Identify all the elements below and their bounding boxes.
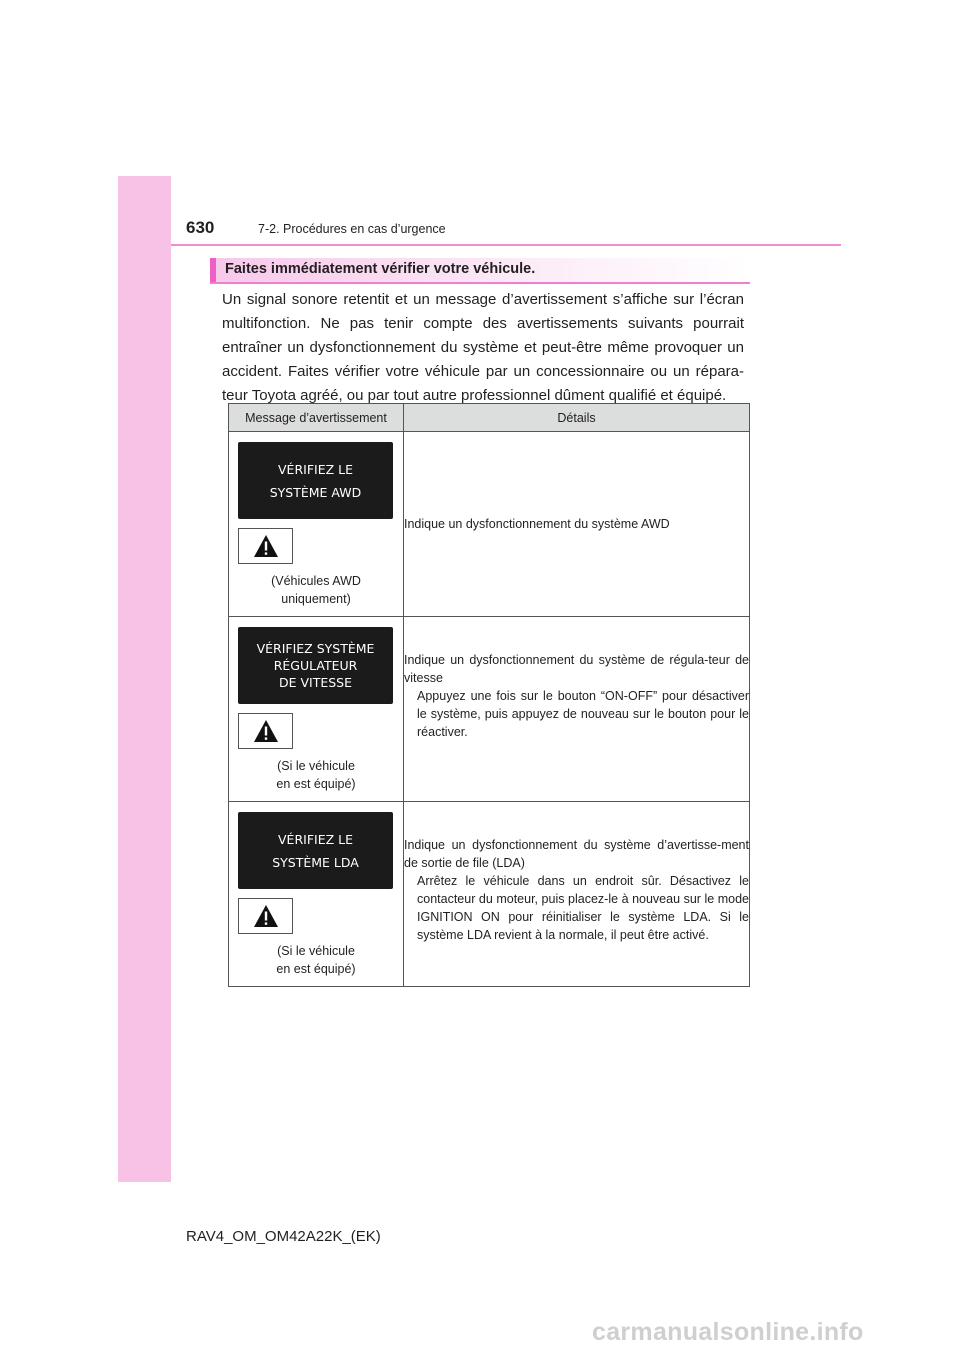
page-number: 630 bbox=[186, 218, 215, 237]
screen-line: VÉRIFIEZ LE bbox=[278, 461, 353, 477]
banner-accent-bar bbox=[210, 258, 216, 282]
message-cell bbox=[229, 802, 404, 987]
header-details: Détails bbox=[404, 404, 750, 432]
screen-line: DE VITESSE bbox=[278, 675, 353, 690]
action-text: Appuyez une fois sur le bouton “ON-OFF” pour désactiver le système, puis appuyez de nouveau sur le bouton pour le réactiver. bbox=[417, 689, 749, 739]
message-cell bbox=[229, 432, 404, 617]
screen-line: SYSTÈME AWD bbox=[269, 484, 362, 500]
detail-text: Indique un dysfonctionnement du système d’avertisse-ment de sortie de file (LDA) bbox=[404, 838, 749, 870]
availability-note bbox=[229, 572, 403, 608]
screen-line: VÉRIFIEZ SYSTÈME bbox=[256, 641, 375, 656]
display-screen-awd bbox=[238, 442, 393, 519]
display-screen-cruise bbox=[238, 627, 393, 704]
note-line: (Si le véhicule bbox=[277, 759, 355, 773]
chapter-sidebar-tab bbox=[118, 176, 171, 1182]
detail-text: Indique un dysfonctionnement du système de régula-teur de vitesse bbox=[404, 653, 749, 685]
table-row bbox=[229, 617, 750, 802]
availability-note bbox=[229, 942, 403, 978]
warning-triangle-icon bbox=[238, 713, 293, 749]
screen-line: RÉGULATEUR bbox=[273, 658, 358, 673]
message-cell bbox=[229, 617, 404, 802]
footer-document-code: RAV4_OM_OM42A22K_(EK) bbox=[186, 1228, 381, 1245]
header-message: Message d’avertissement bbox=[229, 404, 404, 432]
header-divider bbox=[171, 244, 841, 246]
banner-title: Faites immédiatement vérifier votre véhicule. bbox=[225, 261, 536, 277]
detail-text: Indique un dysfonctionnement du système AWD bbox=[404, 517, 670, 531]
note-line: en est équipé) bbox=[276, 777, 356, 791]
section-title: 7-2. Procédures en cas d’urgence bbox=[258, 222, 446, 236]
action-text: Arrêtez le véhicule dans un endroit sûr. Désactivez le contacteur du moteur, puis placez-le à nouveau sur le mode IGNITION ON pour réinitialiser le système LDA. Si le système LDA revient à la normale, il peut être activé. bbox=[417, 874, 749, 942]
warning-triangle-icon bbox=[238, 528, 293, 564]
details-cell bbox=[404, 802, 750, 987]
warning-triangle-icon bbox=[238, 898, 293, 934]
screen-line: SYSTÈME LDA bbox=[272, 854, 359, 870]
details-cell bbox=[404, 432, 750, 617]
display-screen-lda bbox=[238, 812, 393, 889]
details-cell bbox=[404, 617, 750, 802]
warning-table bbox=[228, 403, 750, 987]
note-line: (Véhicules AWD bbox=[271, 574, 361, 588]
section-banner bbox=[210, 258, 750, 284]
table-row bbox=[229, 802, 750, 987]
availability-note bbox=[229, 757, 403, 793]
intro-paragraph: Un signal sonore retentit et un message d’avertissement s’affiche sur l’écran multifonction. Ne pas tenir compte des avertissements suivants pourrait entraîner un dysfonctionnement du système et peut-être même provoquer un accident. Faites vérifier votre véhicule par un concessionnaire ou un répara-teur Toyota agréé, ou par tout autre professionnel dûment qualifié et équipé. bbox=[222, 291, 744, 404]
note-line: uniquement) bbox=[281, 592, 351, 606]
table-row bbox=[229, 432, 750, 617]
note-line: en est équipé) bbox=[276, 962, 356, 976]
note-line: (Si le véhicule bbox=[277, 944, 355, 958]
screen-line: VÉRIFIEZ LE bbox=[278, 831, 353, 847]
watermark: carmanualsonline.info bbox=[592, 1318, 864, 1346]
table-header-row bbox=[229, 404, 750, 432]
